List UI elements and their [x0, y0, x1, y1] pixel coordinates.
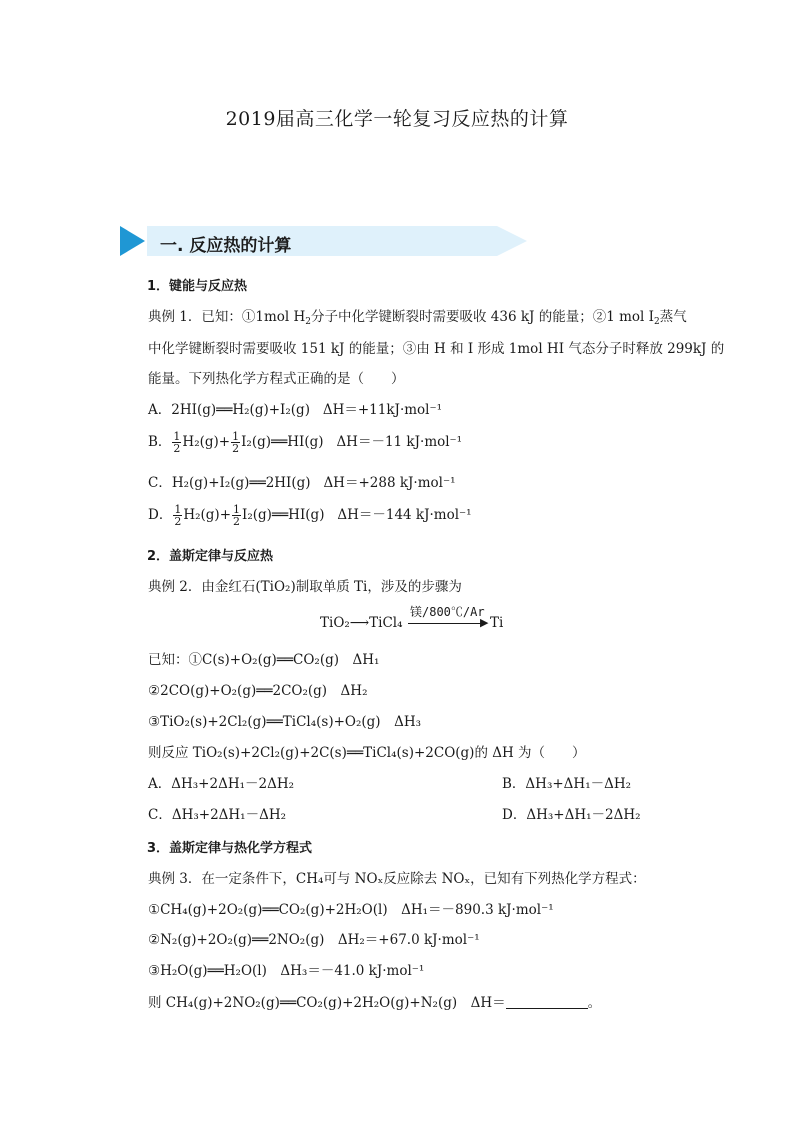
example-1-line-3: 能量。下列热化学方程式正确的是（ ） [148, 371, 405, 387]
given-equation-2: ②N₂(g)+2O₂(g)══2NO₂(g) ΔH₂＝+67.0 kJ·mol⁻¹ [148, 932, 480, 948]
option-1c [148, 474, 456, 492]
option-enthalpy: ΔH＝－11 kJ·mol⁻¹ [336, 434, 463, 450]
ask-end: 。 [587, 995, 602, 1011]
option-label: D． [148, 507, 173, 523]
given-equation-1: ①CH₄(g)+2O₂(g)══CO₂(g)+2H₂O(l) ΔH₁＝－890.3 kJ·mol⁻¹ [148, 902, 554, 918]
option-1b [148, 430, 462, 454]
example-3-ask [148, 994, 601, 1012]
option-1d [148, 503, 472, 527]
example-1-line-2: 中化学键断裂时需要吸收 151 kJ 的能量；③由 H 和 I 形成 1mol HI 气态分子时释放 299kJ 的 [148, 341, 725, 357]
option-2b: B．ΔH₃+ΔH₁－ΔH₂ [502, 776, 632, 792]
option-equation: H₂(g)+I₂(g)══2HI(g) [171, 475, 311, 491]
ask-text: 则 CH₄(g)+2NO₂(g)══CO₂(g)+2H₂O(g)+N₂(g) ΔH＝ [148, 995, 506, 1011]
option-equation: 2HI(g)══H₂(g)+I₂(g) [171, 402, 310, 418]
example-3-question: 典例 3．在一定条件下，CH₄可与 NOₓ反应除去 NOₓ，已知有下列热化学方程式： [148, 871, 646, 887]
given-equation-1: 已知：①C(s)+O₂(g)══CO₂(g) ΔH₁ [148, 652, 380, 668]
option-enthalpy: ΔH＝+11kJ·mol⁻¹ [322, 402, 443, 418]
section-2-heading: 2．盖斯定律与反应热 [147, 549, 274, 564]
scheme-arrow [408, 623, 486, 624]
option-equation-b: I₂(g)══HI(g) [242, 507, 325, 523]
q1-end: 蒸气 [659, 309, 687, 325]
section-1-heading: 1．键能与反应热 [147, 279, 248, 294]
option-2c: C．ΔH₃+2ΔH₁－ΔH₂ [148, 807, 287, 823]
q1-mid: 分子中化学键断裂时需要吸收 436 kJ 的能量；②1 mol I [311, 309, 654, 325]
fraction-half: $\frac{1}{2}$ [174, 503, 182, 528]
section-3-heading: 3．盖斯定律与热化学方程式 [147, 841, 313, 856]
banner-heading: 一. 反应热的计算 [160, 236, 292, 256]
page-title: 2019届高三化学一轮复习反应热的计算 [225, 108, 569, 130]
option-1a [148, 401, 442, 419]
given-equation-3: ③H₂O(g)══H₂O(l) ΔH₃＝－41.0 kJ·mol⁻¹ [148, 963, 425, 979]
option-equation-b: I₂(g)══HI(g) [241, 434, 324, 450]
example-1-line-1: 典例 1．已知：①1mol $H_2$分子中化学键断裂时需要吸收 436 kJ 的能量；②1 mol $I_2$蒸气 [148, 309, 687, 327]
q1-pre: 典例 1．已知：①1mol H [148, 309, 306, 325]
example-2-ask: 则反应 TiO₂(s)+2Cl₂(g)+2C(s)══TiCl₄(s)+2CO(g)的 ΔH 为（ ） [148, 745, 586, 761]
banner-arrow-icon [120, 226, 145, 256]
given-equation-2: ②2CO(g)+O₂(g)══2CO₂(g) ΔH₂ [148, 683, 368, 699]
option-enthalpy: ΔH＝－144 kJ·mol⁻¹ [337, 507, 472, 523]
example-2-question: 典例 2．由金红石(TiO₂)制取单质 Ti，涉及的步骤为 [148, 579, 462, 595]
fraction-half: $\frac{1}{2}$ [233, 503, 240, 528]
option-enthalpy: ΔH＝+288 kJ·mol⁻¹ [323, 475, 456, 491]
option-equation-a: H₂(g)+ [182, 434, 231, 450]
option-label: C． [148, 475, 172, 491]
option-label: A． [148, 402, 172, 418]
scheme-right: Ti [490, 615, 504, 631]
option-label: B． [148, 434, 172, 450]
answer-blank [506, 994, 588, 1009]
scheme-left: TiO₂⟶TiCl₄ [320, 615, 403, 631]
scheme-arrowhead-icon: ▶ [480, 616, 489, 629]
option-equation-a: H₂(g)+ [183, 507, 231, 523]
option-2d: D．ΔH₃+ΔH₁－2ΔH₂ [502, 807, 641, 823]
fraction-half: $\frac{1}{2}$ [173, 430, 181, 455]
fraction-half: $\frac{1}{2}$ [232, 430, 240, 455]
scheme-condition: 镁/800℃/Ar [410, 605, 485, 619]
option-2a: A．ΔH₃+2ΔH₁－2ΔH₂ [148, 776, 295, 792]
given-equation-3: ③TiO₂(s)+2Cl₂(g)══TiCl₄(s)+O₂(g) ΔH₃ [148, 714, 421, 730]
